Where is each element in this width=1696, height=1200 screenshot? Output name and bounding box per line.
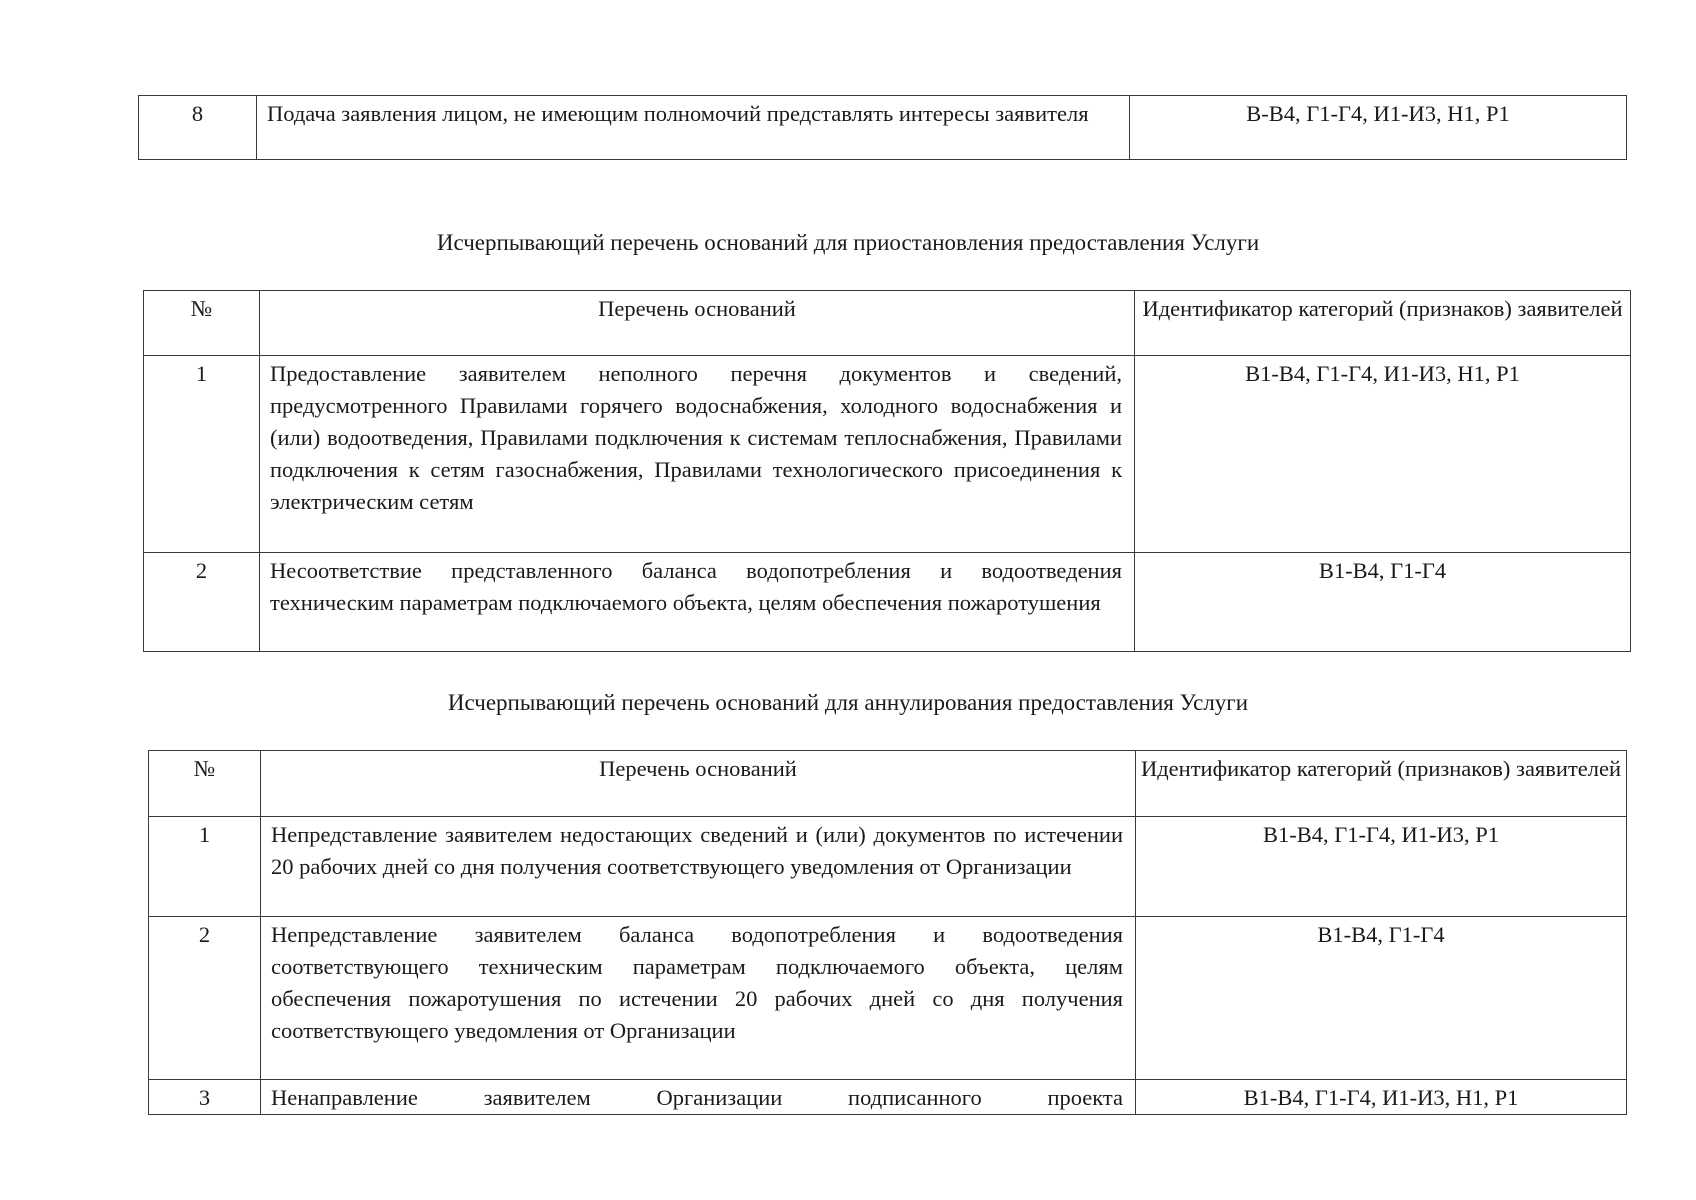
header-category: Идентификатор категорий (признаков) заявителей [1135, 291, 1631, 356]
row-category: В1-В4, Г1-Г4, И1-И3, Н1, Р1 [1135, 356, 1631, 553]
row-number: 2 [149, 917, 261, 1080]
row-text: Непредставление заявителем баланса водопотребления и водоотведения соответствующего техническим параметрам подключаемого объекта, целям обеспечения пожаротушения по истечении 20 рабочих дней со дня получения соответствующего уведомления от Организации [261, 917, 1136, 1080]
table-row [149, 917, 1627, 1080]
table-row [139, 96, 1627, 160]
table-header-row [144, 291, 1631, 356]
row-category: В1-В4, Г1-Г4, И1-И3, Р1 [1136, 817, 1627, 917]
row-number: 1 [144, 356, 260, 553]
header-number: № [144, 291, 260, 356]
table-row [144, 356, 1631, 553]
header-number: № [149, 751, 261, 817]
row-text: Непредставление заявителем недостающих сведений и (или) документов по истечении 20 рабочих дней со дня получения соответствующего уведомления от Организации [261, 817, 1136, 917]
table-row [144, 553, 1631, 652]
table-row [149, 817, 1627, 917]
row-text: Несоответствие представленного баланса водопотребления и водоотведения техническим параметрам подключаемого объекта, целям обеспечения пожаротушения [260, 553, 1135, 652]
table-top [138, 95, 1627, 160]
table-header-row [149, 751, 1627, 817]
table-row [149, 1080, 1627, 1115]
row-category: В1-В4, Г1-Г4 [1136, 917, 1627, 1080]
header-text: Перечень оснований [260, 291, 1135, 356]
row-number: 1 [149, 817, 261, 917]
row-category: В-В4, Г1-Г4, И1-И3, Н1, Р1 [1130, 96, 1627, 160]
header-category: Идентификатор категорий (признаков) заявителей [1136, 751, 1627, 817]
section-title-annul: Исчерпывающий перечень оснований для аннулирования предоставления Услуги [447, 690, 1249, 715]
row-text: Подача заявления лицом, не имеющим полномочий представлять интересы заявителя [257, 96, 1130, 160]
section-title-suspend: Исчерпывающий перечень оснований для приостановления предоставления Услуги [436, 230, 1260, 255]
row-number: 8 [139, 96, 257, 160]
row-category: В1-В4, Г1-Г4 [1135, 553, 1631, 652]
header-text: Перечень оснований [261, 751, 1136, 817]
table-annul [148, 750, 1627, 1115]
row-number: 3 [149, 1080, 261, 1115]
table-suspend [143, 290, 1631, 652]
row-text: Ненаправление заявителем Организации подписанного проекта [261, 1080, 1136, 1115]
row-number: 2 [144, 553, 260, 652]
row-category: В1-В4, Г1-Г4, И1-И3, Н1, Р1 [1136, 1080, 1627, 1115]
row-text: Предоставление заявителем неполного перечня документов и сведений, предусмотренного Правилами горячего водоснабжения, холодного водоснабжения и (или) водоотведения, Правилами подключения к системам теплоснабжения, Правилами подключения к сетям газоснабжения, Правилами технологического присоединения к электрическим сетям [260, 356, 1135, 553]
